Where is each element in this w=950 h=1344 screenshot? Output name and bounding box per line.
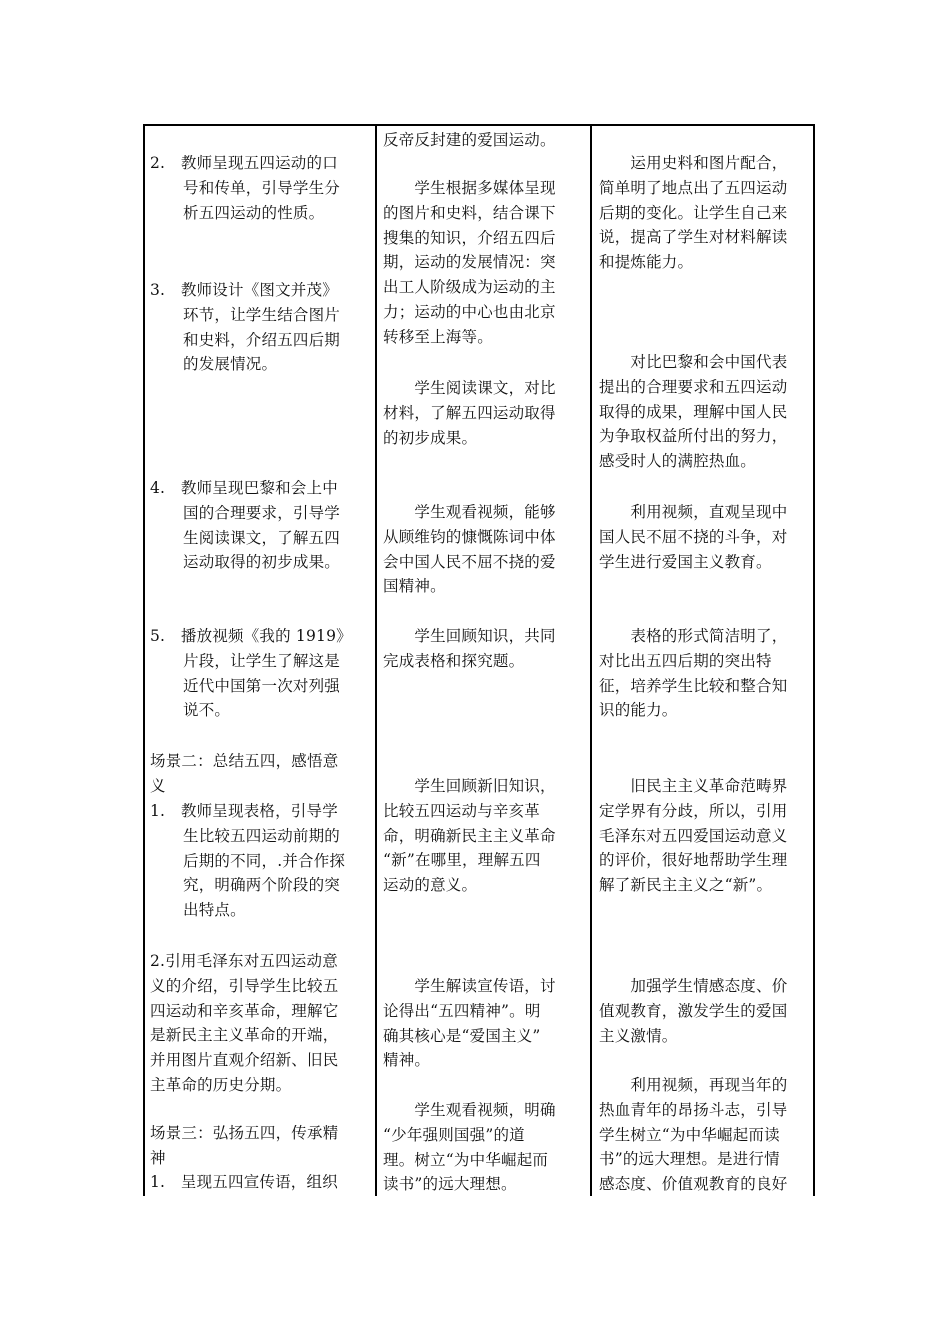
- text-line: 命，明确新民主主义革命: [383, 826, 556, 845]
- text-line: 感受时人的满腔热血。: [599, 452, 757, 471]
- text-line: 征，培养学生比较和整合知: [599, 676, 788, 695]
- text-line: 毛泽东对五四爱国运动意义: [599, 826, 788, 845]
- text-line: 近代中国第一次对列强: [183, 676, 341, 695]
- text-line: 的初步成果。: [383, 428, 478, 447]
- text-line: 5. 播放视频《我的 1919》: [150, 627, 352, 645]
- text-line: 力；运动的中心也由北京: [383, 303, 556, 321]
- text-line: 是新民主主义革命的开端，: [150, 1026, 339, 1045]
- text-line: 确其核心是“爱国主义”: [383, 1026, 541, 1045]
- text-line: 义的介绍，引导学生比较五: [150, 976, 339, 995]
- text-line: “少年强则国强”的道: [383, 1125, 525, 1144]
- text-line: 说不。: [183, 701, 231, 720]
- text-line: 学生进行爱国主义教育。: [599, 552, 772, 571]
- text-line: 期，运动的发展情况：突: [383, 253, 556, 272]
- text-line: 究，明确两个阶段的突: [183, 876, 341, 895]
- text-line: 和史料，介绍五四后期: [183, 330, 341, 349]
- text-line: 定学界有分歧，所以，引用: [599, 801, 788, 820]
- text-line: 4. 教师呈现巴黎和会上中: [150, 479, 338, 497]
- text-line: 学生观看视频，明确: [383, 1101, 556, 1119]
- text-line: 热血青年的昂扬斗志，引导: [599, 1100, 788, 1119]
- text-line: 1. 教师呈现表格，引导学: [150, 802, 338, 820]
- text-line: 2. 教师呈现五四运动的口: [150, 154, 338, 172]
- text-line: 搜集的知识，介绍五四后: [383, 228, 556, 247]
- text-line: 说，提高了学生对材料解读: [599, 228, 788, 247]
- text-line: 和提炼能力。: [599, 253, 694, 272]
- text-line: 提出的合理要求和五四运动: [599, 377, 788, 396]
- text-line: 析五四运动的性质。: [183, 203, 325, 222]
- text-line: 取得的成果，理解中国人民: [599, 402, 788, 421]
- text-line: 读书”的远大理想。: [383, 1175, 517, 1194]
- text-line: 利用视频，再现当年的: [599, 1076, 788, 1094]
- text-line: 的图片和史料，结合课下: [383, 203, 556, 222]
- text-line: 国的合理要求，引导学: [183, 503, 341, 522]
- text-line: 利用视频，直观呈现中: [599, 503, 788, 521]
- text-line: 2.引用毛泽东对五四运动意: [150, 952, 338, 970]
- text-line: 感态度、价值观教育的良好: [599, 1175, 788, 1194]
- text-line: 出特点。: [183, 901, 246, 920]
- text-line: 比较五四运动与辛亥革: [383, 801, 541, 820]
- text-line: 会中国人民不屈不挠的爱: [383, 552, 556, 571]
- text-line: 运用史料和图片配合，: [599, 154, 788, 172]
- text-line: 主义激情。: [599, 1026, 678, 1045]
- text-line: 环节，让学生结合图片: [183, 305, 341, 324]
- text-line: 理。树立“为中华崛起而: [383, 1150, 549, 1169]
- text-line: 生比较五四运动前期的: [183, 826, 341, 845]
- text-line: 1. 呈现五四宣传语，组织: [150, 1173, 338, 1191]
- text-line: 学生根据多媒体呈现: [383, 179, 556, 197]
- text-line: 表格的形式简洁明了，: [599, 627, 788, 645]
- text-line: 号和传单，引导学生分: [183, 178, 341, 197]
- text-line: 简单明了地点出了五四运动: [599, 178, 788, 197]
- text-line: 的发展情况。: [183, 355, 278, 374]
- column-divider-1: [375, 126, 377, 1196]
- text-line: 国人民不屈不挠的斗争，对: [599, 527, 788, 546]
- text-line: 四运动和辛亥革命，理解它: [150, 1001, 339, 1020]
- text-line: 学生回顾新旧知识，: [383, 777, 556, 795]
- text-line: 并用图片直观介绍新、旧民: [150, 1051, 339, 1070]
- text-line: 对比巴黎和会中国代表: [599, 353, 788, 371]
- text-line: 为争取权益所付出的努力，: [599, 427, 788, 446]
- column-divider-2: [590, 126, 592, 1196]
- text-line: 运动的意义。: [383, 876, 478, 895]
- text-line: 转移至上海等。: [383, 327, 493, 346]
- text-line: 识的能力。: [599, 701, 678, 720]
- text-line: 场景三：弘扬五四，传承精: [150, 1124, 339, 1142]
- text-line: 学生观看视频，能够: [383, 503, 556, 521]
- text-line: 场景二：总结五四，感悟意: [150, 752, 339, 770]
- text-line: 神: [150, 1148, 166, 1167]
- text-line: 片段，让学生了解这是: [183, 651, 341, 670]
- text-line: 旧民主主义革命范畴界: [599, 777, 788, 795]
- text-line: 反帝反封建的爱国运动。: [383, 131, 556, 149]
- text-line: 精神。: [383, 1051, 431, 1070]
- text-line: 加强学生情感态度、价: [599, 977, 788, 995]
- text-line: 值观教育，激发学生的爱国: [599, 1001, 788, 1020]
- text-line: 出工人阶级成为运动的主: [383, 278, 556, 297]
- text-line: 书”的远大理想。是进行情: [599, 1150, 780, 1169]
- text-line: 从顾维钧的慷慨陈词中体: [383, 527, 556, 546]
- text-line: 3. 教师设计《图文并茂》: [150, 281, 338, 299]
- text-line: 后期的变化。让学生自己来: [599, 203, 788, 222]
- text-line: 运动取得的初步成果。: [183, 553, 341, 572]
- text-line: 后期的不同，.并合作探: [183, 851, 346, 870]
- text-line: 学生解读宣传语，讨: [383, 977, 556, 995]
- text-line: “新”在哪里，理解五四: [383, 851, 541, 870]
- text-line: 完成表格和探究题。: [383, 651, 525, 670]
- text-line: 论得出“五四精神”。明: [383, 1001, 541, 1020]
- text-line: 生阅读课文，了解五四: [183, 528, 341, 547]
- text-line: 的评价，很好地帮助学生理: [599, 851, 788, 870]
- text-line: 材料，了解五四运动取得: [383, 403, 556, 422]
- text-line: 义: [150, 776, 166, 795]
- text-line: 学生树立“为中华崛起而读: [599, 1125, 780, 1144]
- text-line: 学生阅读课文，对比: [383, 379, 556, 397]
- text-line: 主革命的历史分期。: [150, 1076, 292, 1094]
- text-line: 对比出五四后期的突出特: [599, 651, 772, 670]
- text-line: 解了新民主主义之“新”。: [599, 876, 773, 895]
- text-line: 国精神。: [383, 577, 446, 596]
- text-line: 学生回顾知识，共同: [383, 627, 556, 645]
